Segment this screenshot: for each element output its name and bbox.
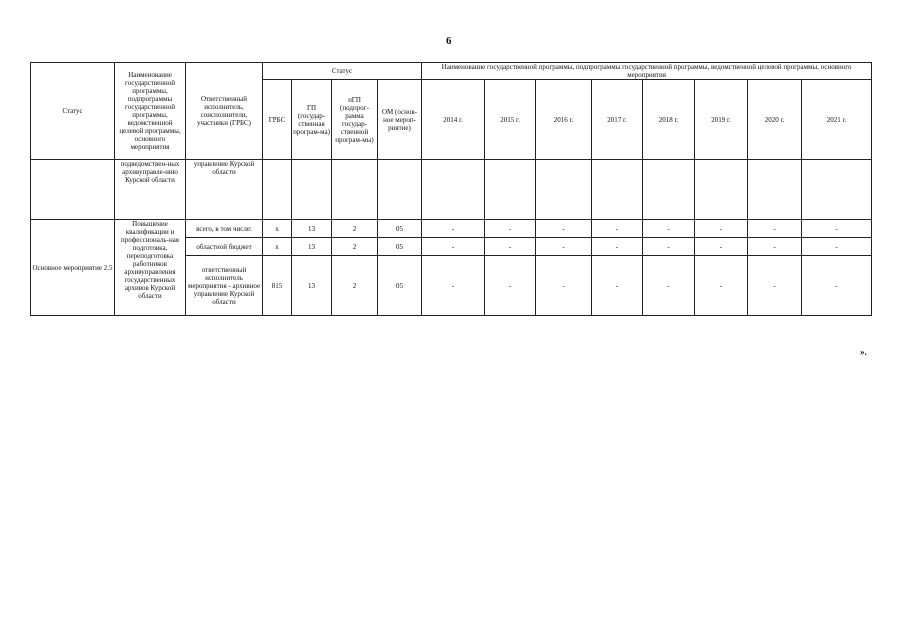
- closing-quote-mark: ».: [860, 347, 867, 357]
- continuation-responsible: управление Курской области: [186, 160, 263, 220]
- header-responsible: Ответственный исполнитель, соисполнители, участники (ГРБС): [186, 63, 263, 160]
- cell-year: -: [592, 238, 643, 256]
- header-name: Наименование государственной программы, подпрограммы государственной программы, ведомственной целевой программы, основного мероприятия: [115, 63, 186, 160]
- table-cell: [802, 160, 872, 220]
- page-number: 6: [446, 35, 452, 47]
- continuation-name: подведомствен-ных архивуправле-нию Курской области: [115, 160, 186, 220]
- table-cell: [485, 160, 536, 220]
- cell-year: -: [802, 238, 872, 256]
- header-year: 2016 г.: [536, 80, 592, 160]
- table-row: [31, 160, 872, 220]
- cell-om: 05: [378, 220, 422, 238]
- cell-grbs: 815: [263, 256, 292, 316]
- cell-year: -: [695, 220, 748, 238]
- cell-year: -: [536, 256, 592, 316]
- cell-year: -: [485, 256, 536, 316]
- cell-year: -: [422, 256, 485, 316]
- header-year: 2021 г.: [802, 80, 872, 160]
- measure-status: Основное мероприятие 2.5: [31, 220, 115, 316]
- table-cell: [695, 160, 748, 220]
- cell-gp: 13: [292, 220, 332, 238]
- cell-om: 05: [378, 256, 422, 316]
- table-cell: [378, 160, 422, 220]
- header-om: ОМ (основ-ное мероп-риятие): [378, 80, 422, 160]
- cell-grbs: х: [263, 238, 292, 256]
- cell-year: -: [536, 238, 592, 256]
- cell-year: -: [748, 256, 802, 316]
- header-year: 2019 г.: [695, 80, 748, 160]
- row-responsible: всего, в том числе:: [186, 220, 263, 238]
- cell-pgp: 2: [332, 238, 378, 256]
- table-cell: [292, 160, 332, 220]
- row-responsible: областной бюджет: [186, 238, 263, 256]
- table-cell: [422, 160, 485, 220]
- cell-grbs: х: [263, 220, 292, 238]
- cell-year: -: [748, 238, 802, 256]
- row-responsible: ответственный исполнитель мероприятия - архивное управление Курской области: [186, 256, 263, 316]
- cell-year: -: [592, 220, 643, 238]
- header-year: 2020 г.: [748, 80, 802, 160]
- table-cell: [748, 160, 802, 220]
- cell-om: 05: [378, 238, 422, 256]
- table-cell: [536, 160, 592, 220]
- header-gp: ГП (государ-ственная програм-ма): [292, 80, 332, 160]
- cell-pgp: 2: [332, 220, 378, 238]
- table-cell: [592, 160, 643, 220]
- cell-year: -: [748, 220, 802, 238]
- cell-year: -: [422, 238, 485, 256]
- cell-year: -: [643, 238, 695, 256]
- table-cell: [263, 160, 292, 220]
- program-table: [30, 62, 872, 316]
- cell-year: -: [422, 220, 485, 238]
- cell-pgp: 2: [332, 256, 378, 316]
- table-cell: [643, 160, 695, 220]
- table-cell: [332, 160, 378, 220]
- cell-year: -: [485, 238, 536, 256]
- header-pgp: пГП (подпрог-рамма государ-ственной програм-мы): [332, 80, 378, 160]
- cell-year: -: [592, 256, 643, 316]
- cell-year: -: [485, 220, 536, 238]
- header-year: 2015 г.: [485, 80, 536, 160]
- table-row: [31, 220, 872, 238]
- header-names-group: Наименование государственной программы, подпрограммы государственной программы, ведомственной целевой программы, основного мероприятия: [422, 63, 872, 80]
- cell-year: -: [695, 256, 748, 316]
- cell-gp: 13: [292, 238, 332, 256]
- measure-name: Повышение квалификации и профессиональ-ная подготовка, переподготовка работников архивуправления государственных архивов Курской области: [115, 220, 186, 316]
- cell-year: -: [695, 238, 748, 256]
- cell-year: -: [643, 220, 695, 238]
- header-status: Статус: [31, 63, 115, 160]
- cell-year: -: [643, 256, 695, 316]
- cell-gp: 13: [292, 256, 332, 316]
- cell-year: -: [536, 220, 592, 238]
- header-year: 2014 г.: [422, 80, 485, 160]
- header-year: 2018 г.: [643, 80, 695, 160]
- cell-year: -: [802, 256, 872, 316]
- header-status-group: Статус: [263, 63, 422, 80]
- table-cell: [31, 160, 115, 220]
- cell-year: -: [802, 220, 872, 238]
- header-grbs: ГРБС: [263, 80, 292, 160]
- header-year: 2017 г.: [592, 80, 643, 160]
